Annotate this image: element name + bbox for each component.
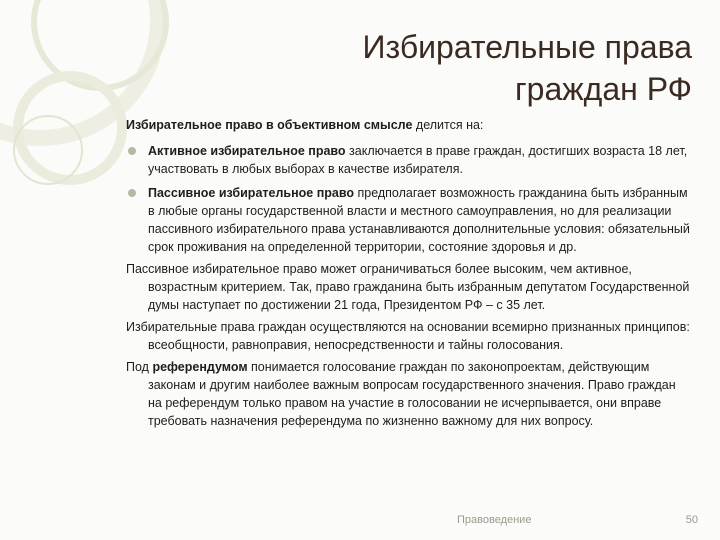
title-line-1: Избирательные права: [362, 29, 692, 65]
referendum-prefix: Под: [126, 360, 153, 374]
slide-content: [126, 116, 692, 434]
footer-subject: Правоведение: [457, 514, 532, 526]
title-line-2: граждан РФ: [514, 71, 692, 107]
bullet-text: заключается в праве граждан, достигших возраста 18 лет, участвовать в любых выборах в качестве избирателя.: [148, 144, 688, 176]
page-number: 50: [685, 514, 698, 526]
bullet-dot-icon: [128, 189, 136, 197]
bullet-passive-right: [126, 184, 692, 256]
paragraph-passive-age: Пассивное избирательное право может ограничиваться более высоким, чем активное, возрастным критерием. Так, право гражданина быть избранным депутатом Государственной думы наступает по достижении 21 года, Президентом РФ – с 35 лет.: [126, 262, 690, 312]
bullet-dot-icon: [128, 147, 136, 155]
intro-paragraph: [126, 116, 692, 134]
slide-title: [363, 26, 693, 110]
paragraph-principles: Избирательные права граждан осуществляются на основании всемирно признанных принципов: всеобщности, равноправия, непосредственности и тайны голосования.: [126, 320, 690, 352]
bullet-active-right: [126, 142, 692, 178]
bullet-text: предполагает возможность гражданина быть избранным в любые органы государственной власти и местного самоуправления, но для реализации пассивного избирательного права устанавливаются дополнительные условия: обязательный срок проживания на определенной территории, состояние здоровья и др.: [148, 186, 690, 254]
bullet-bold: Активное избирательное право: [148, 144, 346, 158]
intro-bold: Избирательное право в объективном смысле: [126, 118, 413, 132]
referendum-bold: референдумом: [152, 360, 248, 374]
bullet-bold: Пассивное избирательное право: [148, 186, 354, 200]
intro-rest: делится на:: [412, 118, 484, 132]
paragraph-referendum: [126, 358, 692, 430]
referendum-text: понимается голосование граждан по законопроектам, действующим законам и другим наиболее важным вопросам государственного значения. Право граждан на референдум только правом на участие в голосовании не исчерпывается, они вправе требовать назначения референдума по жизненно важному для них вопросу.: [148, 360, 676, 428]
